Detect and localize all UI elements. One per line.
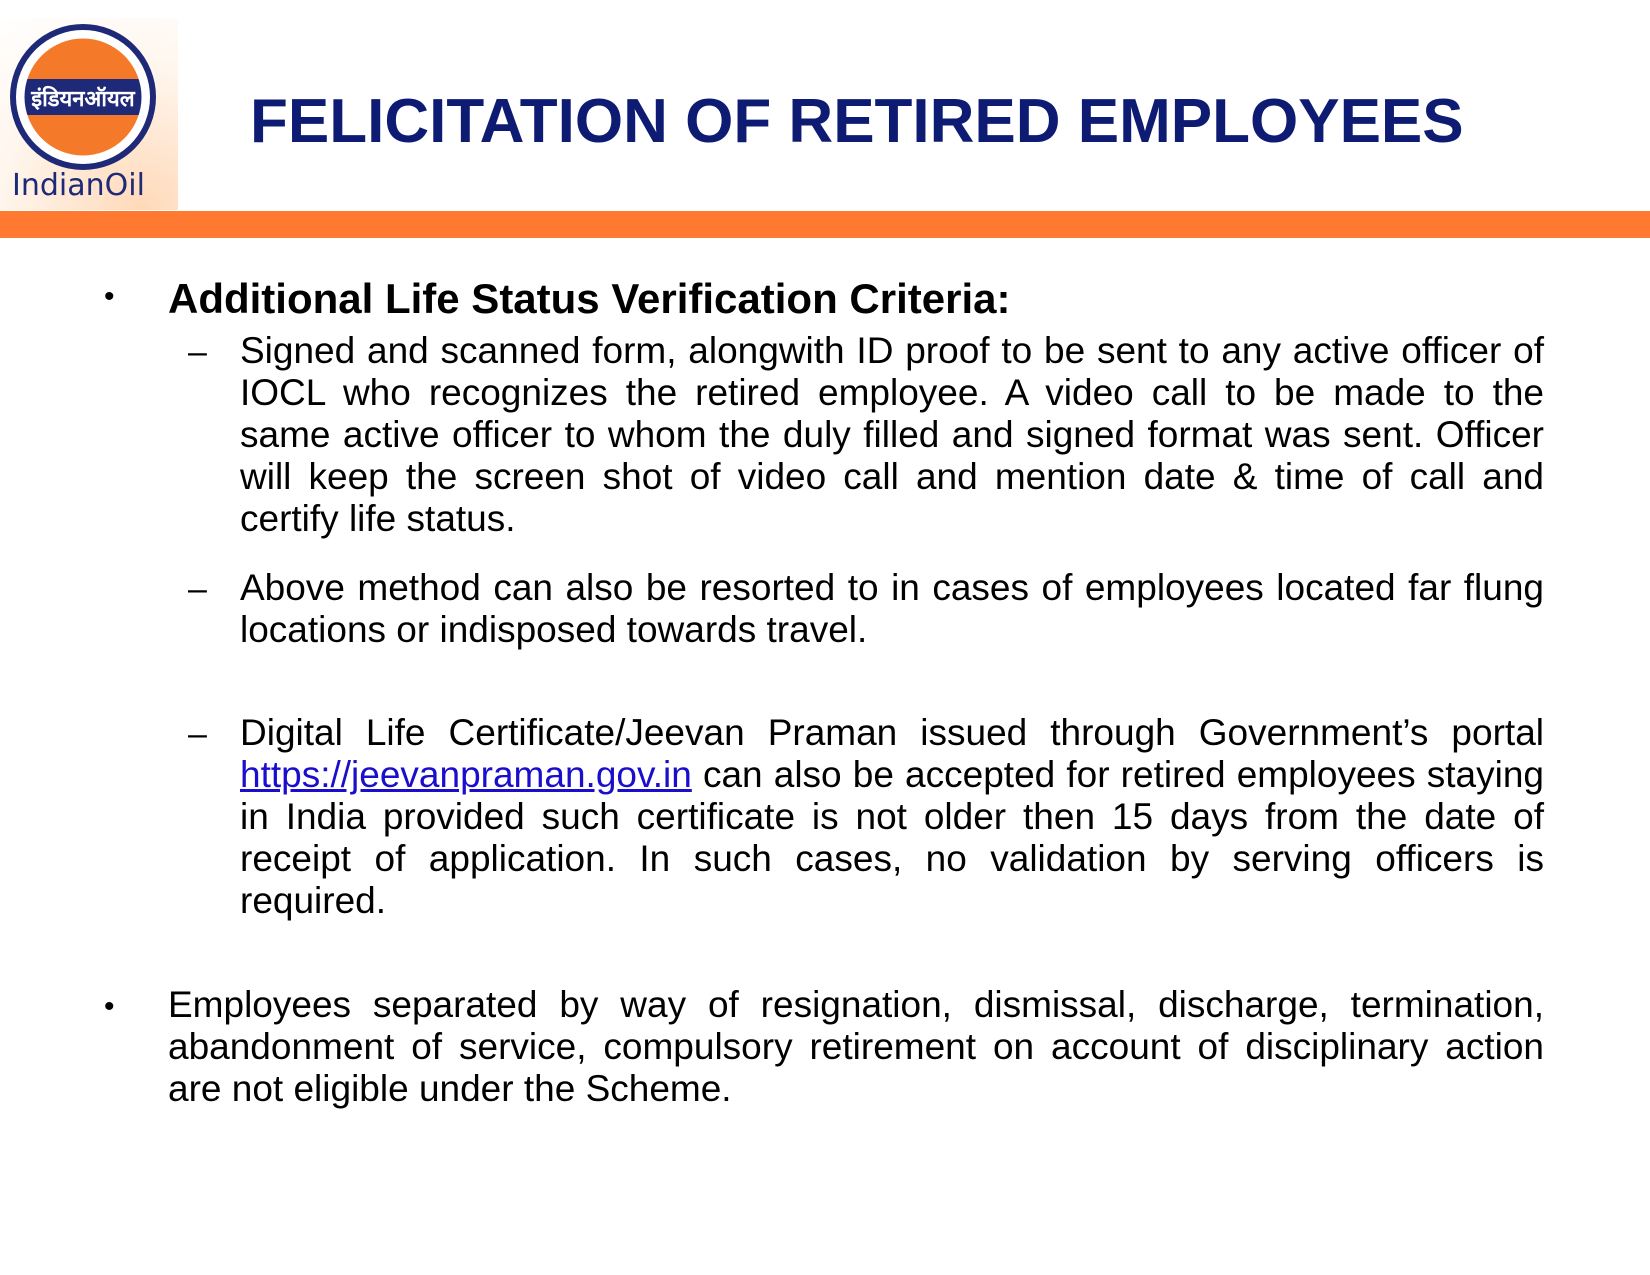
indianoil-emblem-icon <box>10 24 156 170</box>
sub-item-paragraph: Above method can also be resorted to in cases of employees located far flung locations or indisposed towards travel. <box>240 567 1544 650</box>
eligibility-paragraph: Employees separated by way of resignation, dismissal, discharge, termination, abandonment of service, compulsory retirement on account of disciplinary action are not eligible under the Scheme. <box>168 984 1544 1109</box>
dash-marker: – <box>188 570 207 608</box>
sub-item-text: can also be accepted for retired employees staying in India provided such certificate is not older then 15 days from the date of receipt of application. In such cases, no validation by serving officers is required. <box>240 754 1544 921</box>
jeevan-praman-link[interactable]: https://jeevanpraman.gov.in <box>240 754 692 795</box>
bullet-marker: • <box>104 280 115 313</box>
logo-brand-text: IndianOil <box>12 168 145 203</box>
slide-title: FELICITATION OF RETIRED EMPLOYEES <box>250 87 1464 156</box>
sub-item-text: Digital Life Certificate/Jeevan Praman issued through Government’s portal <box>240 712 1544 753</box>
header-divider-bar <box>0 211 1650 238</box>
dash-marker: – <box>188 715 207 753</box>
dash-marker: – <box>188 333 207 371</box>
logo-hindi-text: इंडियनऑयल <box>31 87 135 112</box>
sub-item-paragraph: Signed and scanned form, alongwith ID proof to be sent to any active officer of IOCL who recognizes the retired employee. A video call to be made to the same active officer to whom the duly filled and signed format was sent. Officer will keep the screen shot of video call and mention date & time of call and certify life status. <box>240 330 1544 539</box>
sub-item-paragraph <box>240 712 1544 922</box>
indianoil-logo <box>0 18 178 210</box>
bullet-marker: • <box>104 990 115 1023</box>
section-heading: Additional Life Status Verification Criteria: <box>168 275 1011 322</box>
